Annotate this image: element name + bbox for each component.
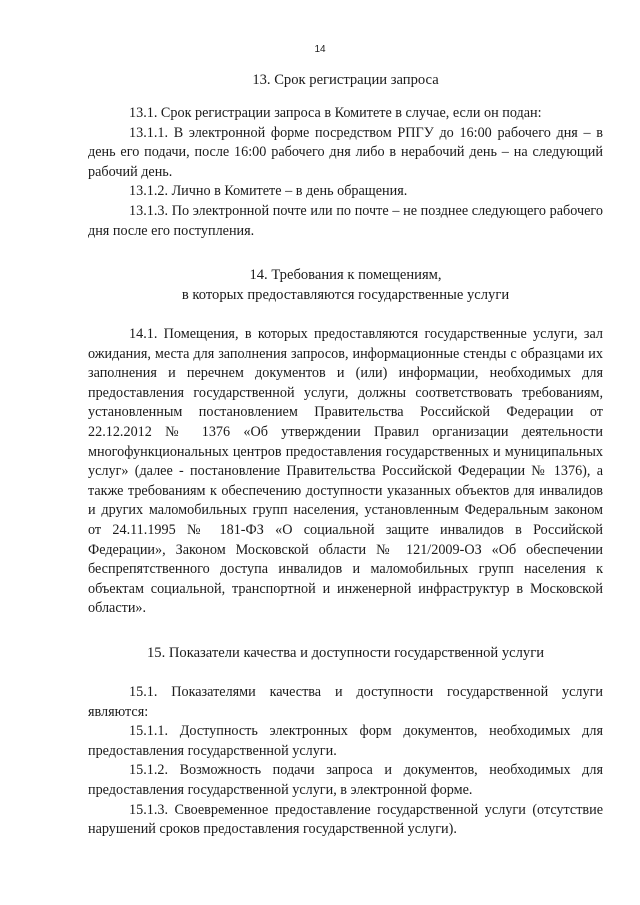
paragraph-14-1: 14.1. Помещения, в которых предоставляются государственные услуги, зал ожидания, места для заполнения запросов, информационные стенды с образцами их заполнения и перечнем документов и (или) информации, необходимых для предоставления государственной услуги, должны соответствовать требованиям, установленным постановлением Правительства Российской Федерации от 22.12.2012 № 1376 «Об утверждении Правил организации деятельности многофункциональных центров предоставления государственных и муниципальных услуг» (далее - постановление Правительства Российской Федерации № 1376), а также требованиям к обеспечению доступности указанных объектов для инвалидов и других маломобильных групп населения, установленным Федеральным законом от 24.11.1995 № 181-ФЗ «О социальной защите инвалидов в Российской Федерации», Законом Московской области № 121/2009-ОЗ «Об обеспечении беспрепятственного доступа инвалидов и маломобильных групп населения к объектам социальной, транспортной и инженерной инфраструктур в Московской области». (88, 326, 603, 617)
paragraph-15-1-2: 15.1.2. Возможность подачи запроса и документов, необходимых для предоставления государственной услуги, в электронной форме. (88, 762, 603, 798)
paragraph-15-1: 15.1. Показателями качества и доступности государственной услуги являются: (88, 684, 603, 720)
section-14 (88, 265, 603, 619)
paragraph-13-1-2: 13.1.2. Лично в Комитете – в день обращения. (129, 183, 408, 200)
paragraph-15-1-1: 15.1.1. Доступность электронных форм документов, необходимых для предоставления государственной услуги. (88, 723, 603, 759)
paragraph-13-1-1: 13.1.1. В электронной форме посредством РПГУ до 16:00 рабочего дня – в день его подачи, после 16:00 рабочего дня либо в нерабочий день – на следующий рабочий день. (88, 124, 603, 180)
section-15 (88, 643, 603, 840)
paragraph-15-1-3: 15.1.3. Своевременное предоставление государственной услуги (отсутствие нарушений сроков предоставления государственной услуги). (88, 801, 603, 838)
section-15-heading: 15. Показатели качества и доступности государственной услуги (146, 645, 545, 661)
paragraph-13-1: 13.1. Срок регистрации запроса в Комитете в случае, если он подан: (129, 105, 542, 121)
section-14-heading-line2: в которых предоставляются государственные услуги (181, 287, 510, 303)
section-13-heading: 13. Срок регистрации запроса (252, 72, 439, 88)
paragraph-13-1-3: 13.1.3. По электронной почте или по почте – не позднее следующего рабочего дня после его поступления. (88, 202, 603, 239)
section-13 (88, 70, 603, 241)
section-14-heading-line1: 14. Требования к помещениям, (249, 267, 442, 283)
page-number: 14 (314, 44, 326, 55)
